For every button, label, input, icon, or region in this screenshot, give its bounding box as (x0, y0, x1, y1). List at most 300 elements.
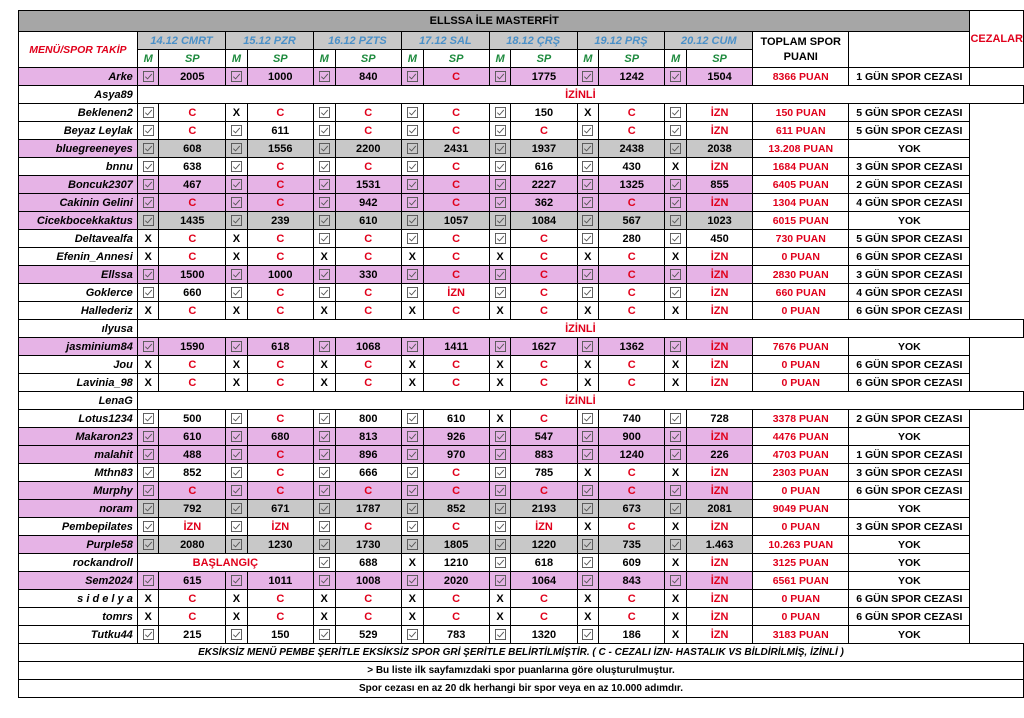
day-cell: İZN (686, 626, 752, 644)
checkbox-icon (577, 176, 599, 194)
checkbox-icon (137, 410, 159, 428)
penalty-cell: YOK (849, 500, 970, 518)
day-cell: 813 (335, 428, 401, 446)
checkbox-icon (489, 554, 511, 572)
checkbox-icon (489, 338, 511, 356)
day-cell: 330 (335, 266, 401, 284)
day-cell: X (226, 104, 248, 122)
day-cell: C (599, 608, 665, 626)
table-row (19, 302, 1024, 320)
day-cell: C (423, 374, 489, 392)
checkbox-icon (489, 140, 511, 158)
day-cell: X (665, 626, 687, 644)
penalty-cell: 5 GÜN SPOR CEZASI (849, 230, 970, 248)
table-row (19, 464, 1024, 482)
day-cell: C (335, 590, 401, 608)
day-cell: İZN (423, 284, 489, 302)
member-name: tomrs (19, 608, 138, 626)
checkbox-icon (313, 158, 335, 176)
table-row (19, 626, 1024, 644)
checkbox-icon (313, 482, 335, 500)
day-cell: C (599, 122, 665, 140)
total-points: 10.263 PUAN (753, 536, 849, 554)
day-cell: C (599, 104, 665, 122)
day-cell: C (335, 230, 401, 248)
member-name: Pembepilates (19, 518, 138, 536)
checkbox-icon (402, 338, 424, 356)
day-cell: C (599, 590, 665, 608)
checkbox-icon (313, 266, 335, 284)
day-cell: C (247, 158, 313, 176)
member-name: Beyaz Leylak (19, 122, 138, 140)
checkbox-icon (137, 626, 159, 644)
penalty-cell: YOK (849, 626, 970, 644)
checkbox-icon (402, 626, 424, 644)
checkbox-icon (137, 284, 159, 302)
day-cell: 673 (599, 500, 665, 518)
day-cell: 610 (423, 410, 489, 428)
sport-column-header: SP (159, 50, 226, 68)
checkbox-icon (489, 122, 511, 140)
menu-column-header: M (226, 50, 248, 68)
total-points: 0 PUAN (753, 248, 849, 266)
day-cell: 618 (247, 338, 313, 356)
day-cell: C (599, 356, 665, 374)
day-cell: 1362 (599, 338, 665, 356)
member-name: Jou (19, 356, 138, 374)
table-row (19, 122, 1024, 140)
day-cell: X (402, 248, 424, 266)
total-points: 611 PUAN (753, 122, 849, 140)
day-cell: C (159, 374, 226, 392)
day-cell: 1000 (247, 68, 313, 86)
day-cell: 1242 (599, 68, 665, 86)
day-cell: 1.463 (686, 536, 752, 554)
checkbox-icon (665, 230, 687, 248)
total-points: 6015 PUAN (753, 212, 849, 230)
menu-column-header: M (489, 50, 511, 68)
day-cell: X (665, 464, 687, 482)
on-leave-cell: İZİNLİ (137, 392, 1023, 410)
member-name: Sem2024 (19, 572, 138, 590)
day-cell: 239 (247, 212, 313, 230)
day-cell: X (665, 518, 687, 536)
day-cell: X (137, 590, 159, 608)
day-cell: X (226, 302, 248, 320)
day-header: 14.12 CMRT (137, 32, 225, 50)
day-cell: 783 (423, 626, 489, 644)
day-cell: C (511, 410, 577, 428)
day-cell: 1000 (247, 266, 313, 284)
total-points: 0 PUAN (753, 356, 849, 374)
checkbox-icon (313, 104, 335, 122)
checkbox-icon (665, 104, 687, 122)
checkbox-icon (226, 140, 248, 158)
total-points: 0 PUAN (753, 518, 849, 536)
day-cell: 852 (423, 500, 489, 518)
day-cell: 186 (599, 626, 665, 644)
day-cell: 1627 (511, 338, 577, 356)
checkbox-icon (226, 500, 248, 518)
source-note: > Bu liste ilk sayfamızdaki spor puanlarına göre oluşturulmuştur. (19, 662, 1024, 680)
day-cell: C (159, 608, 226, 626)
day-cell: 1805 (423, 536, 489, 554)
day-cell: 2038 (686, 140, 752, 158)
day-cell: 1531 (335, 176, 401, 194)
checkbox-icon (226, 266, 248, 284)
checkbox-icon (137, 158, 159, 176)
member-name: Makaron23 (19, 428, 138, 446)
tracking-table (18, 10, 1024, 698)
checkbox-icon (226, 464, 248, 482)
day-cell: C (335, 104, 401, 122)
day-cell: C (599, 194, 665, 212)
day-cell: 488 (159, 446, 226, 464)
day-header: 17.12 SAL (402, 32, 490, 50)
checkbox-icon (577, 68, 599, 86)
checkbox-icon (577, 428, 599, 446)
member-name: Murphy (19, 482, 138, 500)
day-cell: C (423, 158, 489, 176)
day-cell: 2227 (511, 176, 577, 194)
total-points: 2830 PUAN (753, 266, 849, 284)
member-name: Cicekbocekkaktus (19, 212, 138, 230)
penalty-cell: 6 GÜN SPOR CEZASI (849, 302, 970, 320)
day-cell: X (577, 248, 599, 266)
checkbox-icon (489, 176, 511, 194)
day-cell: 430 (599, 158, 665, 176)
day-cell: C (335, 158, 401, 176)
penalty-cell: 6 GÜN SPOR CEZASI (849, 374, 970, 392)
penalty-cell: YOK (849, 212, 970, 230)
checkbox-icon (665, 338, 687, 356)
table-row (19, 428, 1024, 446)
member-name: Goklerce (19, 284, 138, 302)
total-points: 1684 PUAN (753, 158, 849, 176)
day-cell: 900 (599, 428, 665, 446)
day-cell: C (423, 176, 489, 194)
day-cell: 680 (247, 428, 313, 446)
start-marker: BAŞLANGIÇ (137, 554, 313, 572)
member-name: Asya89 (19, 86, 138, 104)
checkbox-icon (489, 572, 511, 590)
day-cell: 660 (159, 284, 226, 302)
day-cell: X (402, 554, 424, 572)
sport-column-header: SP (511, 50, 577, 68)
day-cell: X (665, 554, 687, 572)
checkbox-icon (577, 266, 599, 284)
total-points-header: TOPLAM SPOR PUANI (753, 32, 849, 68)
penalty-cell: YOK (849, 572, 970, 590)
checkbox-icon (137, 482, 159, 500)
checkbox-icon (313, 194, 335, 212)
member-name: noram (19, 500, 138, 518)
checkbox-icon (665, 482, 687, 500)
day-cell: C (511, 284, 577, 302)
table-row (19, 446, 1024, 464)
penalty-cell: 3 GÜN SPOR CEZASI (849, 518, 970, 536)
penalty-cell: 3 GÜN SPOR CEZASI (849, 464, 970, 482)
day-cell: 547 (511, 428, 577, 446)
day-cell: X (577, 464, 599, 482)
table-row (19, 374, 1024, 392)
checkbox-icon (313, 446, 335, 464)
day-cell: C (599, 284, 665, 302)
day-cell: X (137, 248, 159, 266)
total-points: 0 PUAN (753, 590, 849, 608)
day-cell: C (247, 446, 313, 464)
total-points: 3125 PUAN (753, 554, 849, 572)
checkbox-icon (137, 104, 159, 122)
day-cell: 800 (335, 410, 401, 428)
day-cell: İZN (686, 104, 752, 122)
day-cell: 450 (686, 230, 752, 248)
checkbox-icon (313, 554, 335, 572)
day-cell: 638 (159, 158, 226, 176)
day-cell: 2081 (686, 500, 752, 518)
checkbox-icon (489, 482, 511, 500)
day-cell: C (159, 482, 226, 500)
day-cell: X (577, 356, 599, 374)
day-cell: X (489, 302, 511, 320)
day-cell: 1320 (511, 626, 577, 644)
day-cell: X (226, 374, 248, 392)
day-cell: 2020 (423, 572, 489, 590)
checkbox-icon (489, 68, 511, 86)
day-cell: C (423, 356, 489, 374)
day-cell: C (599, 266, 665, 284)
sport-column-header: SP (599, 50, 665, 68)
checkbox-icon (577, 212, 599, 230)
day-cell: İZN (686, 194, 752, 212)
day-cell: 1008 (335, 572, 401, 590)
total-points: 730 PUAN (753, 230, 849, 248)
table-row (19, 392, 1024, 410)
checkbox-icon (402, 410, 424, 428)
day-cell: C (423, 464, 489, 482)
checkbox-icon (665, 212, 687, 230)
legend-note: EKSİKSİZ MENÜ PEMBE ŞERİTLE EKSİKSİZ SPOR GRİ ŞERİTLE BELİRTİLMİŞTİR. ( C - CEZALI İZN- HASTALIK VS BİLDİRİLMİŞ, İZİNLİ ) (19, 644, 1024, 662)
checkbox-icon (489, 518, 511, 536)
day-cell: 1084 (511, 212, 577, 230)
table-row (19, 230, 1024, 248)
day-cell: 2080 (159, 536, 226, 554)
table-row (19, 194, 1024, 212)
day-cell: 855 (686, 176, 752, 194)
checkbox-icon (665, 572, 687, 590)
day-cell: C (423, 590, 489, 608)
checkbox-icon (402, 500, 424, 518)
day-cell: X (665, 590, 687, 608)
total-points: 7676 PUAN (753, 338, 849, 356)
day-cell: İZN (686, 284, 752, 302)
day-cell: C (247, 248, 313, 266)
day-cell: X (577, 374, 599, 392)
checkbox-icon (402, 212, 424, 230)
checkbox-icon (489, 428, 511, 446)
checkbox-icon (665, 140, 687, 158)
checkbox-icon (226, 536, 248, 554)
day-cell: C (247, 374, 313, 392)
penalty-cell: YOK (849, 140, 970, 158)
day-cell: X (402, 302, 424, 320)
day-cell: 1556 (247, 140, 313, 158)
day-cell: X (313, 248, 335, 266)
sport-column-header: SP (247, 50, 313, 68)
day-cell: 1937 (511, 140, 577, 158)
day-cell: C (335, 374, 401, 392)
day-cell: C (159, 122, 226, 140)
table-row (19, 266, 1024, 284)
day-cell: 1011 (247, 572, 313, 590)
day-cell: C (599, 482, 665, 500)
checkbox-icon (226, 482, 248, 500)
table-row (19, 104, 1024, 122)
table-row (19, 590, 1024, 608)
on-leave-cell: İZİNLİ (137, 86, 1023, 104)
day-cell: 1787 (335, 500, 401, 518)
day-cell: C (423, 122, 489, 140)
day-cell: 500 (159, 410, 226, 428)
day-cell: X (137, 230, 159, 248)
penalty-cell: 5 GÜN SPOR CEZASI (849, 122, 970, 140)
checkbox-icon (402, 158, 424, 176)
checkbox-icon (402, 482, 424, 500)
day-cell: 1064 (511, 572, 577, 590)
day-cell: 609 (599, 554, 665, 572)
day-cell: 2005 (159, 68, 226, 86)
total-points: 13.208 PUAN (753, 140, 849, 158)
penalty-cell: 3 GÜN SPOR CEZASI (849, 266, 970, 284)
day-cell: C (335, 482, 401, 500)
day-cell: X (402, 590, 424, 608)
day-cell: 1411 (423, 338, 489, 356)
checkbox-icon (313, 68, 335, 86)
day-cell: C (423, 518, 489, 536)
checkbox-icon (402, 536, 424, 554)
day-cell: C (335, 356, 401, 374)
day-cell: C (511, 302, 577, 320)
day-cell: 1775 (511, 68, 577, 86)
day-cell: 688 (335, 554, 401, 572)
day-cell: C (247, 284, 313, 302)
day-cell: C (247, 464, 313, 482)
day-cell: C (511, 608, 577, 626)
table-row (19, 284, 1024, 302)
checkbox-icon (489, 266, 511, 284)
day-cell: X (313, 374, 335, 392)
checkbox-icon (402, 176, 424, 194)
menu-column-header: M (402, 50, 424, 68)
day-cell: 567 (599, 212, 665, 230)
day-cell: X (665, 248, 687, 266)
day-cell: C (599, 248, 665, 266)
total-points: 8366 PUAN (753, 68, 849, 86)
day-cell: X (665, 356, 687, 374)
penalty-cell: 5 GÜN SPOR CEZASI (849, 104, 970, 122)
day-cell: 735 (599, 536, 665, 554)
member-name: bnnu (19, 158, 138, 176)
checkbox-icon (489, 446, 511, 464)
checkbox-icon (313, 518, 335, 536)
day-cell: İZN (686, 590, 752, 608)
day-cell: 852 (159, 464, 226, 482)
day-cell: C (423, 230, 489, 248)
day-cell: X (313, 608, 335, 626)
day-header: 15.12 PZR (226, 32, 314, 50)
member-name: s i d e l y a (19, 590, 138, 608)
total-points: 150 PUAN (753, 104, 849, 122)
checkbox-icon (489, 284, 511, 302)
day-cell: 2193 (511, 500, 577, 518)
penalty-cell: YOK (849, 428, 970, 446)
day-cell: 840 (335, 68, 401, 86)
day-cell: 1210 (423, 554, 489, 572)
day-cell: C (247, 356, 313, 374)
day-cell: X (137, 608, 159, 626)
checkbox-icon (137, 338, 159, 356)
penalty-cell: 6 GÜN SPOR CEZASI (849, 590, 970, 608)
day-cell: X (137, 356, 159, 374)
day-cell: İZN (511, 518, 577, 536)
total-points: 6561 PUAN (753, 572, 849, 590)
day-header: 16.12 PZTS (313, 32, 401, 50)
penalty-cell: 1 GÜN SPOR CEZASI (849, 68, 970, 86)
day-cell: C (511, 482, 577, 500)
day-cell: X (402, 356, 424, 374)
table-row (19, 410, 1024, 428)
day-cell: 1590 (159, 338, 226, 356)
checkbox-icon (226, 68, 248, 86)
checkbox-icon (489, 230, 511, 248)
day-cell: X (137, 302, 159, 320)
day-cell: C (159, 230, 226, 248)
day-cell: X (226, 230, 248, 248)
day-cell: C (511, 248, 577, 266)
table-row (19, 518, 1024, 536)
total-points: 0 PUAN (753, 482, 849, 500)
checkbox-icon (226, 626, 248, 644)
table-row (19, 536, 1024, 554)
total-points: 3183 PUAN (753, 626, 849, 644)
checkbox-icon (226, 212, 248, 230)
day-cell: C (423, 194, 489, 212)
menu-column-header: M (137, 50, 159, 68)
checkbox-icon (313, 428, 335, 446)
day-cell: 896 (335, 446, 401, 464)
member-name: Ellssa (19, 266, 138, 284)
day-cell: 1230 (247, 536, 313, 554)
day-cell: X (226, 248, 248, 266)
sport-column-header: SP (686, 50, 752, 68)
checkbox-icon (226, 518, 248, 536)
day-cell: İZN (686, 554, 752, 572)
day-cell: İZN (686, 158, 752, 176)
day-cell: 1504 (686, 68, 752, 86)
table-row (19, 212, 1024, 230)
total-points: 3378 PUAN (753, 410, 849, 428)
checkbox-icon (577, 410, 599, 428)
day-cell: 280 (599, 230, 665, 248)
checkbox-icon (577, 482, 599, 500)
day-cell: İZN (159, 518, 226, 536)
day-cell: 362 (511, 194, 577, 212)
day-cell: C (159, 302, 226, 320)
checkbox-icon (577, 500, 599, 518)
checkbox-icon (313, 338, 335, 356)
day-cell: X (402, 374, 424, 392)
day-header: 18.12 ÇRŞ (489, 32, 577, 50)
